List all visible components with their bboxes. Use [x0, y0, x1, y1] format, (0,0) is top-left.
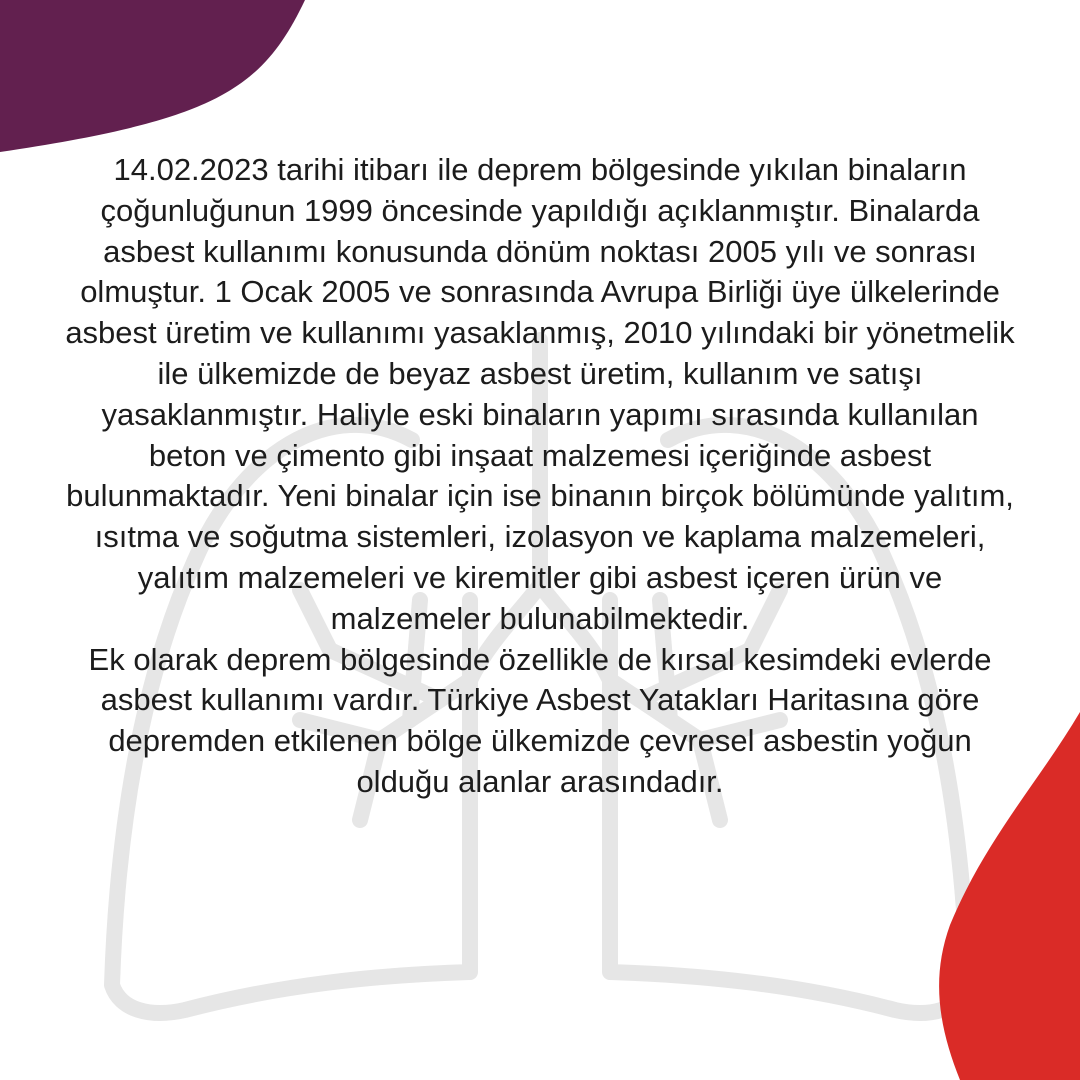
body-text — [60, 150, 1020, 803]
body-paragraph-1: 14.02.2023 tarihi itibarı ile deprem bölgesinde yıkılan binaların çoğunluğunun 1999 öncesinde yapıldığı açıklanmıştır. Binalarda asbest kullanımı konusunda dönüm noktası 2005 yılı ve sonrası olmuştur. 1 Ocak 2005 ve sonrasında Avrupa Birliği üye ülkelerinde asbest üretim ve kullanımı yasaklanmış, 2010 yılındaki bir yönetmelik ile ülkemizde de beyaz asbest üretim, kullanım ve satışı yasaklanmıştır. Haliyle eski binaların yapımı sırasında kullanılan beton ve çimento gibi inşaat malzemesi içeriğinde asbest bulunmaktadır. Yeni binalar için ise binanın birçok bölümünde yalıtım, ısıtma ve soğutma sistemleri, izolasyon ve kaplama malzemeleri, yalıtım malzemeleri ve kiremitler gibi asbest içeren ürün ve malzemeler bulunabilmektedir. — [65, 152, 1015, 636]
body-paragraph-2: Ek olarak deprem bölgesinde özellikle de kırsal kesimdeki evlerde asbest kullanımı vardır. Türkiye Asbest Yatakları Haritasına göre depremden etkilenen bölge ülkemizde çevresel asbestin yoğun olduğu alanlar arasındadır. — [88, 641, 992, 799]
